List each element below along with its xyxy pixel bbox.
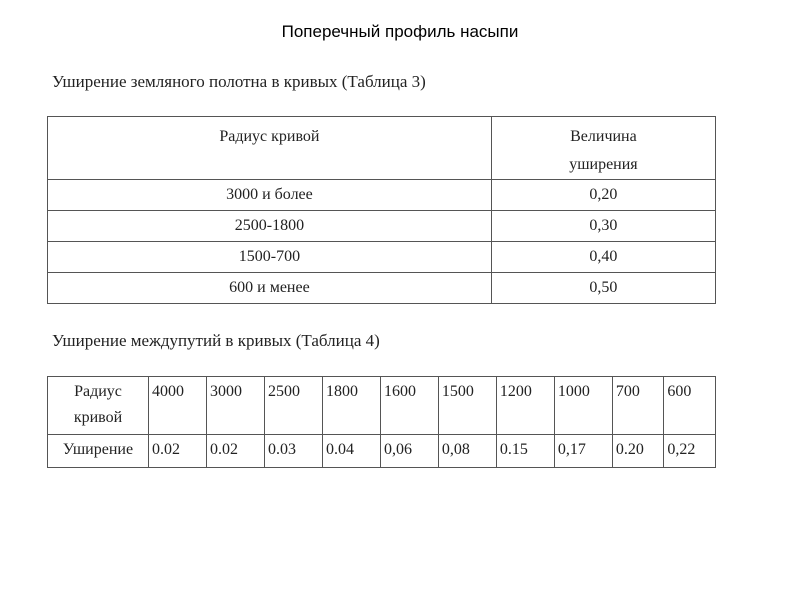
widening-cell: 0,40 [491, 242, 715, 273]
slide-title: Поперечный профиль насыпи [281, 22, 519, 41]
row-header-curve-radius [48, 377, 149, 435]
widening-cell: 0,17 [554, 435, 612, 468]
row-header-line2: кривой [73, 409, 123, 426]
widening-cell: 0,06 [380, 435, 438, 468]
radius-cell: 2500-1800 [48, 211, 492, 242]
table-row [48, 273, 716, 304]
table-row [48, 180, 716, 211]
header-widening-line2: уширения [569, 156, 638, 173]
radius-cell: 700 [612, 377, 664, 435]
widening-cell: 0,08 [438, 435, 496, 468]
row-label-widening: Уширение [48, 435, 149, 468]
table-header-row [48, 117, 716, 180]
radius-cell: 1500-700 [48, 242, 492, 273]
row-header-line1: Радиус [74, 383, 122, 400]
curve-widening-table [47, 116, 716, 304]
table-row [48, 242, 716, 273]
widening-cell: 0.20 [612, 435, 664, 468]
radius-cell: 2500 [264, 377, 322, 435]
radius-cell: 1600 [380, 377, 438, 435]
widening-cell: 0,20 [491, 180, 715, 211]
widening-cell: 0.02 [206, 435, 264, 468]
table-row [48, 211, 716, 242]
widening-cell: 0.03 [264, 435, 322, 468]
radius-cell: 3000 [206, 377, 264, 435]
header-curve-radius: Радиус кривой [48, 117, 492, 180]
header-widening-line1: Величина [570, 128, 637, 145]
widening-cell: 0,22 [664, 435, 716, 468]
table3-caption: Уширение земляного полотна в кривых (Таблица 3) [52, 72, 426, 91]
header-widening-value [491, 117, 715, 180]
radius-cell: 1500 [438, 377, 496, 435]
track-spacing-widening-table [47, 376, 716, 468]
widening-cell: 0.02 [149, 435, 207, 468]
radius-cell: 1200 [496, 377, 554, 435]
table4-caption: Уширение междупутий в кривых (Таблица 4) [52, 331, 380, 350]
radius-cell: 1000 [554, 377, 612, 435]
widening-cell: 0.04 [322, 435, 380, 468]
widening-cell: 0,50 [491, 273, 715, 304]
widening-cell: 0,30 [491, 211, 715, 242]
radius-row [48, 377, 716, 435]
widening-row [48, 435, 716, 468]
radius-cell: 1800 [322, 377, 380, 435]
radius-cell: 3000 и более [48, 180, 492, 211]
radius-cell: 600 и менее [48, 273, 492, 304]
radius-cell: 4000 [149, 377, 207, 435]
radius-cell: 600 [664, 377, 716, 435]
widening-cell: 0.15 [496, 435, 554, 468]
